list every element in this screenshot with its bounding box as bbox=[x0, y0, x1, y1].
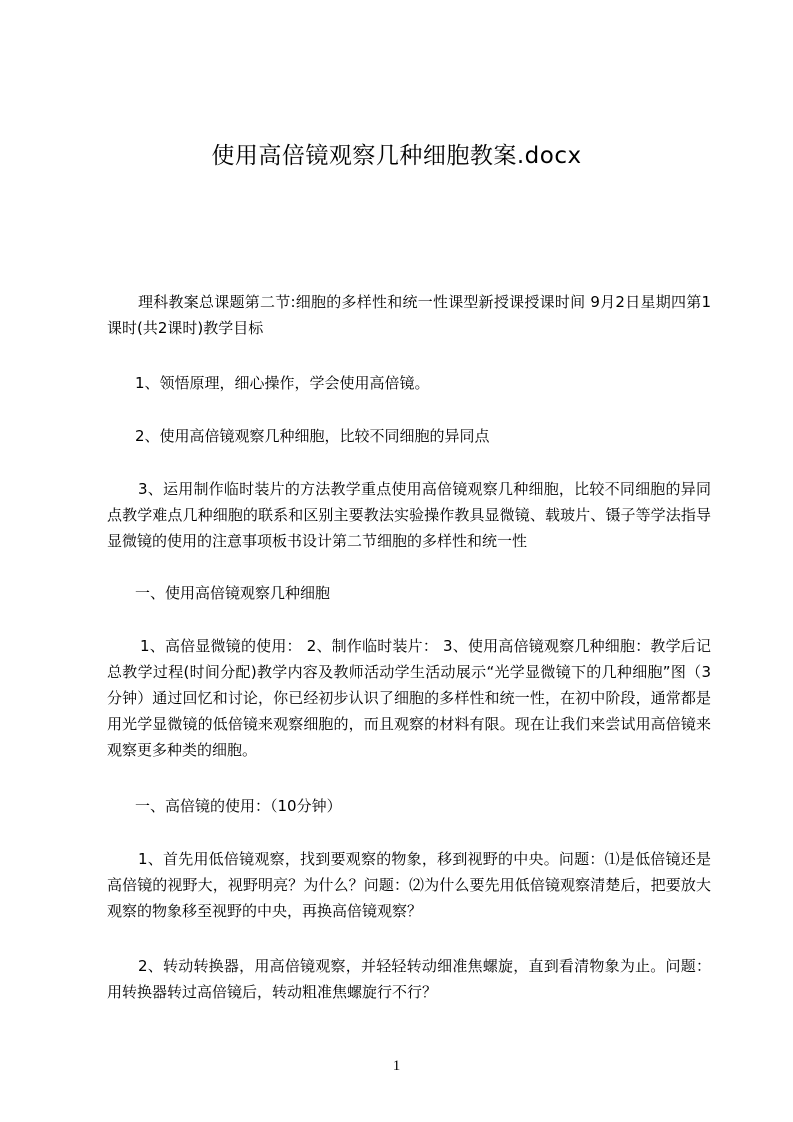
paragraph-objective-3: 3、运用制作临时装片的方法教学重点使用高倍镜观察几种细胞，比较不同细胞的异同点教学难点几种细胞的联系和区别主要教法实验操作教具显微镜、载玻片、镊子等学法指导显微镜的使用的注意事项板书设计第二节细胞的多样性和统一性 bbox=[107, 480, 711, 550]
paragraph-teaching-process: 1、高倍显微镜的使用： 2、制作临时装片： 3、使用高倍镜观察几种细胞：教学后记总教学过程(时间分配)教学内容及教师活动学生活动展示“光学显微镜下的几种细胞”图（3分钟）通过回忆和讨论，你已经初步认识了细胞的多样性和统一性，在初中阶段，通常都是用光学显微镜的低倍镜来观察细胞的，而且观察的材料有限。现在让我们来尝试用高倍镜来观察更多种类的细胞。 bbox=[107, 637, 711, 759]
page-number: 1 bbox=[392, 1058, 401, 1074]
paragraph-step-1: 1、首先用低倍镜观察，找到要观察的物象，移到视野的中央。问题：⑴是低倍镜还是高倍镜的视野大，视野明亮？为什么？问题：⑵为什么要先用低倍镜观察清楚后，把要放大观察的物象移至视野的中央，再换高倍镜观察？ bbox=[107, 850, 711, 920]
paragraph-objective-2: 2、使用高倍镜观察几种细胞，比较不同细胞的异同点 bbox=[135, 427, 490, 445]
paragraph-section-heading: 一、使用高倍镜观察几种细胞 bbox=[135, 584, 331, 602]
paragraph-step-2: 2、转动转换器，用高倍镜观察，并轻轻转动细准焦螺旋，直到看清物象为止。问题：用转换器转过高倍镜后，转动粗准焦螺旋行不行？ bbox=[107, 957, 711, 1001]
paragraph-objective-1: 1、领悟原理，细心操作，学会使用高倍镜。 bbox=[135, 374, 430, 392]
document-title: 使用高倍镜观察几种细胞教案.docx bbox=[211, 143, 582, 169]
paragraph-lesson-info: 理科教案总课题第二节:细胞的多样性和统一性课型新授课授课时间 9月2日星期四第1课时(共2课时)教学目标 bbox=[107, 293, 711, 337]
paragraph-subsection-heading: 一、高倍镜的使用：（10分钟） bbox=[135, 797, 342, 815]
